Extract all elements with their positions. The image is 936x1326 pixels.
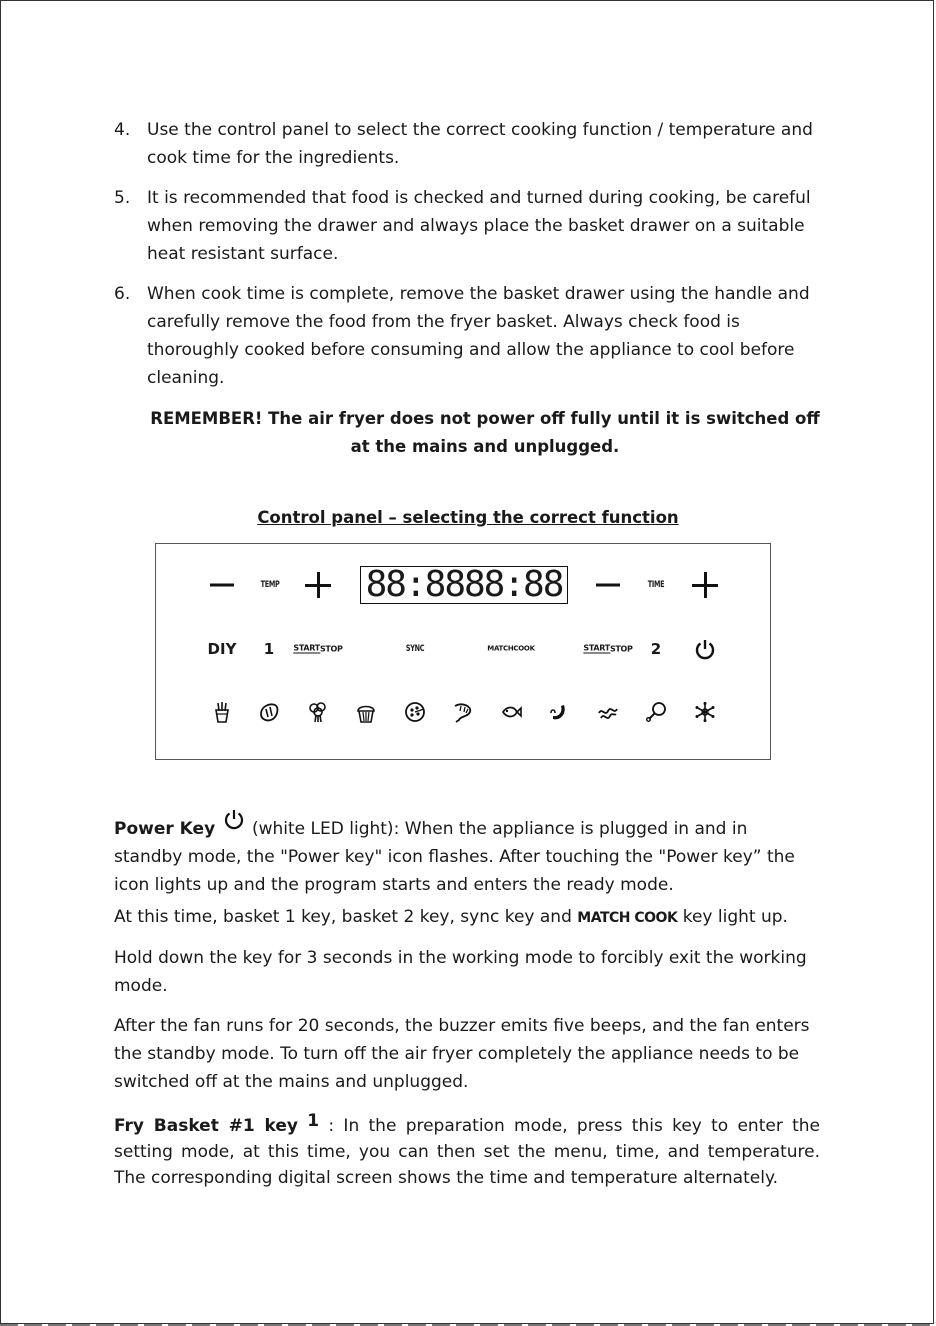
shrimp-icon: [452, 701, 474, 723]
time-label: TIME: [647, 580, 665, 590]
key-light-paragraph: [114, 903, 820, 932]
power-key-heading: Power Key: [114, 819, 216, 839]
bacon-icon: [597, 701, 619, 723]
defrost-icon: [694, 701, 716, 723]
fries-icon: [211, 701, 233, 723]
key-light-text-end: key light up.: [682, 907, 788, 927]
control-panel-diagram: [155, 543, 771, 760]
fan-paragraph: After the fan runs for 20 seconds, the buzzer emits five beeps, and the fan enters the standby mode. To turn off the air fryer completely the appliance needs to be switched off at the mains and unplugged.: [114, 1016, 810, 1092]
fry-basket-heading: Fry Basket #1 key: [114, 1116, 298, 1136]
step-text: It is recommended that food is checked and turned during cooking, be careful when removing the drawer and always place the basket drawer on a suitable heat resistant surface.: [147, 188, 811, 264]
fry-basket-paragraph: [114, 1108, 820, 1191]
pizza-icon: [404, 701, 426, 723]
step-4: [114, 116, 824, 172]
power-key-paragraph: [114, 808, 820, 899]
vegetables-icon: [307, 701, 329, 723]
fry-basket-text: : In the preparation mode, press this key to enter the setting mode, at this time, you can then set the menu, time, and temperature. The corresponding digital screen shows the time and temperature alternately.: [114, 1116, 821, 1188]
start-stop-1-label: START STOP: [293, 643, 343, 653]
sync-label: SYNC: [405, 644, 425, 654]
digital-display: 88:8888:88: [360, 566, 568, 604]
step-text: When cook time is complete, remove the basket drawer using the handle and carefully remove the food from the fryer basket. Always check food is thoroughly cooked before consuming and allow the appliance to cool before cleaning.: [147, 284, 810, 388]
basket2-label: 2: [650, 640, 662, 658]
steak-icon: [258, 701, 280, 723]
temp-minus-icon: [210, 584, 234, 587]
step-text: Use the control panel to select the correct cooking function / temperature and cook time for the ingredients.: [147, 120, 813, 168]
step-number: 4.: [114, 120, 131, 140]
match-cook-label: MATCH COOK: [487, 644, 535, 653]
start-stop-2-label: START STOP: [583, 643, 633, 653]
power-key-text: (white LED light): When the appliance is plugged in and in standby mode, the "Power key" icon flashes. After touching the "Power key” the icon lights up and the program starts and enters the ready mode.: [114, 819, 795, 895]
chicken-leg-icon: [645, 701, 667, 723]
time-plus-icon: [692, 572, 718, 598]
step-number: 5.: [114, 188, 131, 208]
hold-down-paragraph: Hold down the key for 3 seconds in the working mode to forcibly exit the working mode.: [114, 948, 807, 996]
remember-notice: REMEMBER! The air fryer does not power off fully until it is switched off at the mains and unplugged.: [150, 409, 820, 456]
key-light-text: At this time, basket 1 key, basket 2 key, sync key and: [114, 907, 572, 927]
step-5: [114, 184, 824, 268]
sausage-icon: [548, 701, 570, 723]
basket1-inline-key: 1: [307, 1111, 320, 1131]
step-6: [114, 280, 824, 392]
power-key-inline-icon: [223, 808, 245, 839]
fish-icon: [500, 701, 522, 723]
control-panel-title: Control panel – selecting the correct function: [257, 508, 679, 527]
power-icon: [694, 638, 716, 660]
match-cook-inline: MATCH COOK: [577, 910, 678, 926]
temp-plus-icon: [305, 572, 331, 598]
time-minus-icon: [596, 584, 620, 587]
step-number: 6.: [114, 284, 131, 304]
cake-icon: [355, 701, 377, 723]
basket1-label: 1: [263, 640, 275, 658]
diy-label: DIY: [207, 640, 237, 658]
temp-label: TEMP: [260, 580, 280, 590]
